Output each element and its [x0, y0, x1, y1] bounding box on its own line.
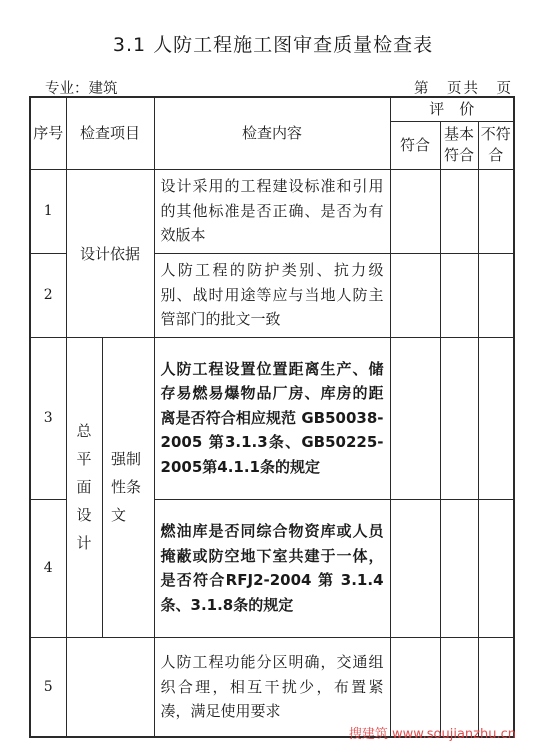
row-content: 人防工程的防护类别、抗力级别、战时用途等应与当地人防主管部门的批文一致: [154, 253, 390, 337]
table-row: [30, 637, 514, 737]
meta-line: [45, 77, 513, 97]
page-title: 3.1 人防工程施工图审查质量检查表: [112, 34, 434, 56]
table-row: [30, 169, 514, 253]
header-basic-conform: 基本符合: [440, 121, 478, 169]
cell-conform[interactable]: [390, 169, 440, 253]
general-plan-label: 总平面设计: [76, 422, 92, 552]
row-number: 2: [30, 253, 66, 337]
row-number: 3: [30, 337, 66, 499]
specialty-label: 专业：建筑: [45, 81, 118, 97]
page-count-label: 第 页共 页: [414, 81, 513, 97]
cell-conform[interactable]: [390, 253, 440, 337]
cell-basic-conform[interactable]: [440, 337, 478, 499]
cell-basic-conform[interactable]: [440, 169, 478, 253]
header-eval: 评 价: [390, 97, 514, 121]
cell-conform[interactable]: [390, 499, 440, 637]
mandatory-label: 强制性条文: [111, 450, 142, 524]
header-seq: 序号: [30, 97, 66, 169]
cell-basic-conform[interactable]: [440, 253, 478, 337]
cell-nonconform[interactable]: [478, 169, 514, 253]
item-design-basis: 设计依据: [66, 169, 154, 337]
row-content: 人防工程功能分区明确，交通组织合理，相互干扰少，布置紧凑，满足使用要求: [154, 637, 390, 737]
cell-basic-conform[interactable]: [440, 637, 478, 737]
item-empty: [66, 637, 154, 737]
row-number: 5: [30, 637, 66, 737]
header-conform: 符合: [390, 121, 440, 169]
row-content: 燃油库是否同综合物资库或人员掩蔽或防空地下室共建于一体，是否符合RFJ2-2004 第 3.1.4 条、3.1.8条的规定: [154, 499, 390, 637]
cell-nonconform[interactable]: [478, 637, 514, 737]
row-number: 1: [30, 169, 66, 253]
inspection-table: [29, 96, 515, 738]
item-mandatory: [102, 337, 154, 637]
table-row: [30, 337, 514, 499]
row-content: 设计采用的工程建设标准和引用的其他标准是否正确、是否为有效版本: [154, 169, 390, 253]
header-nonconform: 不符合: [478, 121, 514, 169]
cell-nonconform[interactable]: [478, 499, 514, 637]
cell-nonconform[interactable]: [478, 253, 514, 337]
row-number: 4: [30, 499, 66, 637]
item-general-plan: [66, 337, 102, 637]
cell-conform[interactable]: [390, 637, 440, 737]
cell-basic-conform[interactable]: [440, 499, 478, 637]
row-content: 人防工程设置位置距离生产、储存易燃易爆物品厂房、库房的距离是否符合相应规范 GB50038-2005 第3.1.3条、GB50225-2005第4.1.1条的规定: [154, 337, 390, 499]
header-content: 检查内容: [154, 97, 390, 169]
header-item: 检查项目: [66, 97, 154, 169]
watermark: 搜建筑 www.soujianzhu.cn: [348, 727, 516, 742]
cell-conform[interactable]: [390, 337, 440, 499]
cell-nonconform[interactable]: [478, 337, 514, 499]
